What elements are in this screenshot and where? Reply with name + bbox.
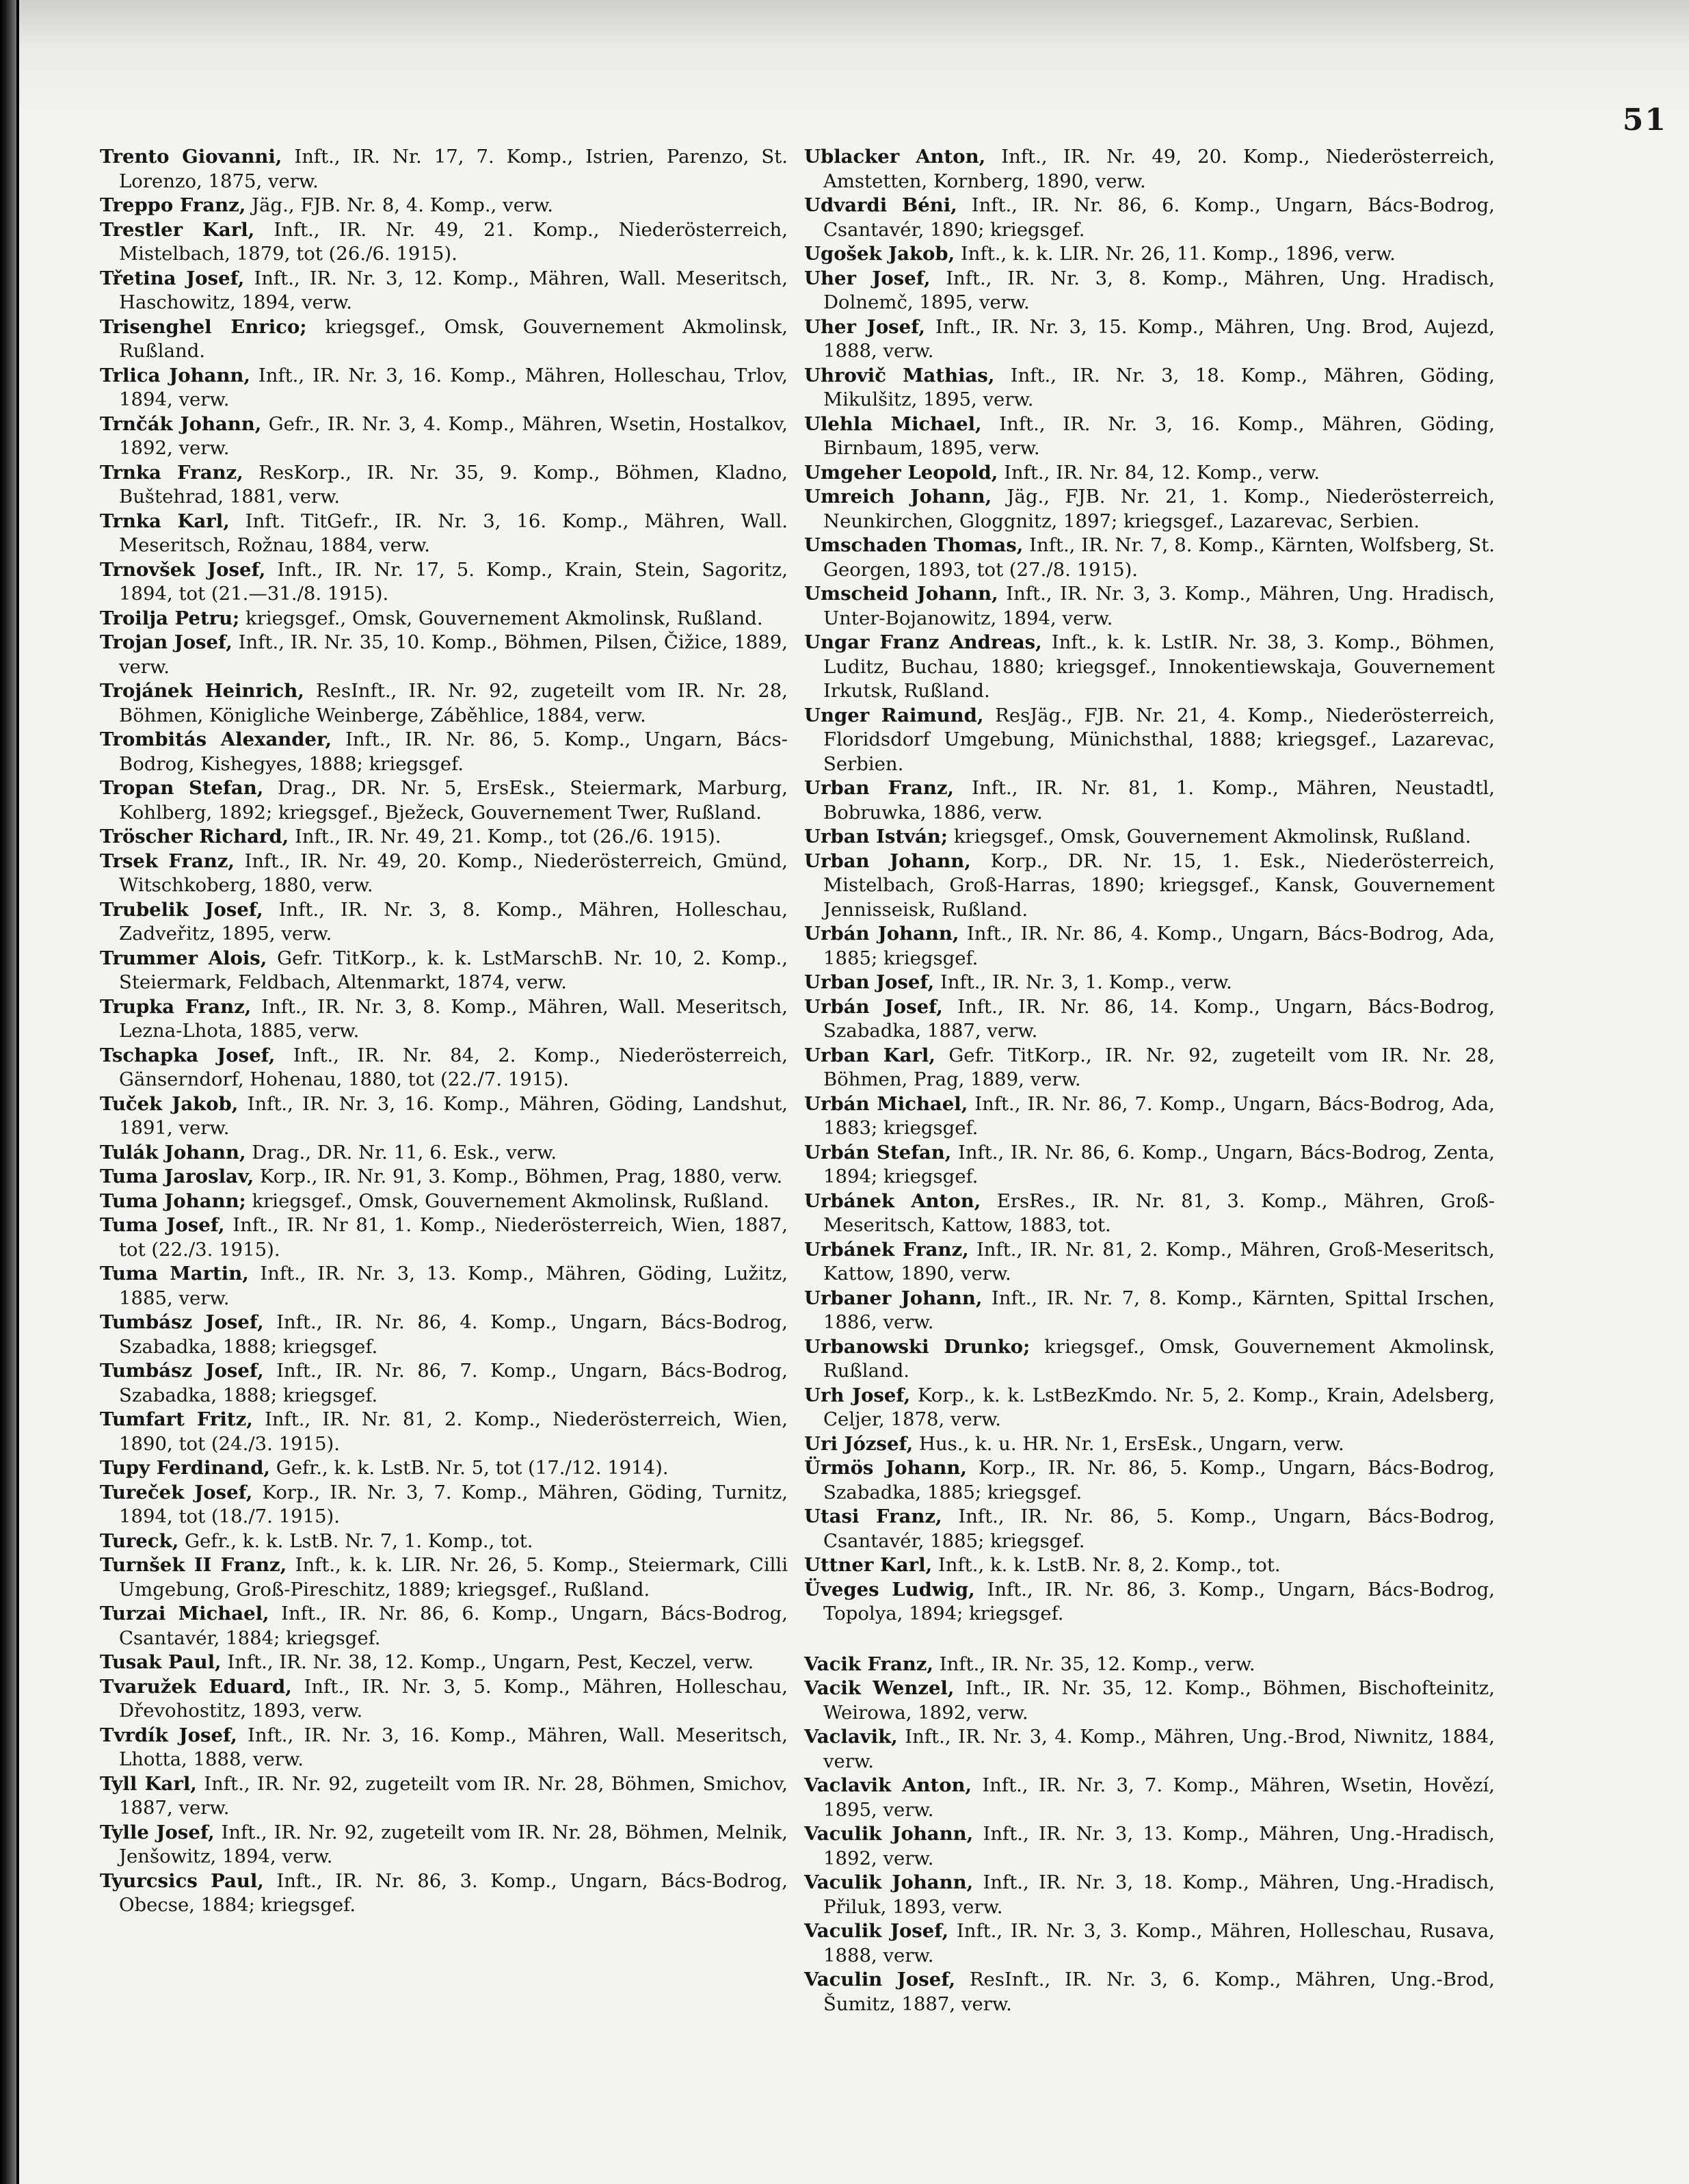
entry-name: Utasi Franz,: [804, 1505, 942, 1527]
casualty-entry: [100, 728, 788, 776]
entry-name: Tuma Johann;: [100, 1189, 246, 1212]
casualty-entry: [100, 218, 788, 267]
entry-details: Inft., IR. Nr. 86, 14. Komp., Ungarn, Bács-Bodrog, Szabadka, 1887, verw.: [823, 995, 1495, 1042]
entry-name: Uttner Karl,: [804, 1554, 933, 1576]
casualty-entry: [804, 364, 1495, 412]
casualty-entry: [100, 1141, 788, 1166]
page-number: 51: [1622, 103, 1667, 137]
entry-name: Treppo Franz,: [100, 194, 246, 216]
entry-details: Inft., IR. Nr. 3, 16. Komp., Mähren, Holleschau, Trlov, 1894, verw.: [119, 364, 788, 410]
casualty-entry: [804, 412, 1495, 461]
entry-name: Tyurcsics Paul,: [100, 1869, 264, 1892]
entry-details: Inft., IR. Nr. 86, 6. Komp., Ungarn, Bács-Bodrog, Csantavér, 1890; kriegsgef.: [823, 194, 1495, 241]
entry-name: Umscheid Johann,: [804, 583, 998, 605]
entry-details: Inft. TitGefr., IR. Nr. 3, 16. Komp., Mähren, Wall. Meseritsch, Rožnau, 1884, verw.: [119, 510, 788, 556]
entry-details: Inft., IR. Nr. 81, 2. Komp., Niederösterreich, Wien, 1890, tot (24./3. 1915).: [119, 1408, 788, 1455]
entry-name: Urban Karl,: [804, 1044, 935, 1066]
entry-details: Inft., IR. Nr. 81, 2. Komp., Mähren, Groß-Meseritsch, Kattow, 1890, verw.: [823, 1238, 1495, 1285]
entry-name: Trnčák Johann,: [100, 412, 262, 435]
entry-details: Inft., IR. Nr. 17, 5. Komp., Krain, Stein, Sagoritz, 1894, tot (21.—31./8. 1915).: [119, 558, 788, 605]
entry-name: Trojánek Heinrich,: [100, 680, 304, 702]
entry-name: Uhrovič Mathias,: [804, 364, 995, 386]
entry-name: Turnšek II Franz,: [100, 1554, 287, 1576]
entry-name: Tureček Josef,: [100, 1481, 253, 1503]
casualty-entry: [804, 1653, 1495, 1677]
entry-name: Trummer Alois,: [100, 947, 267, 969]
entry-name: Tusak Paul,: [100, 1651, 222, 1673]
entry-name: Tupy Ferdinand,: [100, 1457, 271, 1479]
casualty-entry: [804, 315, 1495, 364]
casualty-entry: [804, 995, 1495, 1044]
entry-details: Gefr. TitKorp., k. k. LstMarschB. Nr. 10, 2. Komp., Steiermark, Feldbach, Altenmarkt, 1874, verw.: [119, 947, 788, 993]
entry-name: Urbaner Johann,: [804, 1287, 983, 1309]
entry-details: Inft., IR. Nr. 35, 12. Komp., Böhmen, Bischofteinitz, Weirowa, 1892, verw.: [823, 1677, 1495, 1724]
entry-name: Tuček Jakob,: [100, 1092, 239, 1115]
entry-name: Tyll Karl,: [100, 1772, 197, 1795]
casualty-entry: [100, 364, 788, 412]
entry-details: Inft., k. k. LIR. Nr. 26, 5. Komp., Steiermark, Cilli Umgebung, Groß-Pireschitz, 1889; kriegsgef., Rußland.: [119, 1554, 788, 1601]
entry-details: ResKorp., IR. Nr. 35, 9. Komp., Böhmen, Kladno, Buštehrad, 1881, verw.: [119, 461, 788, 508]
entry-details: Inft., IR. Nr. 3, 16. Komp., Mähren, Wall. Meseritsch, Lhotta, 1888, verw.: [119, 1724, 788, 1770]
casualty-entry: [804, 850, 1495, 923]
right-column: [804, 145, 1495, 2016]
entry-details: Inft., IR. Nr. 86, 3. Komp., Ungarn, Bács-Bodrog, Obecse, 1884; kriegsgef.: [119, 1869, 788, 1916]
entry-details: Inft., IR. Nr. 38, 12. Komp., Ungarn, Pest, Keczel, verw.: [221, 1651, 754, 1673]
entry-details: Korp., k. k. LstBezKmdo. Nr. 5, 2. Komp., Krain, Adelsberg, Celjer, 1878, verw.: [823, 1384, 1495, 1430]
entry-details: Inft., IR. Nr. 3, 1. Komp., verw.: [934, 971, 1232, 993]
entry-details: Inft., IR. Nr. 92, zugeteilt vom IR. Nr. 28, Böhmen, Melnik, Jenšowitz, 1894, verw.: [119, 1821, 788, 1867]
entry-name: Trnovšek Josef,: [100, 558, 266, 581]
entry-name: Trnka Karl,: [100, 510, 230, 532]
entry-details: Inft., IR. Nr. 49, 20. Komp., Niederösterreich, Gmünd, Witschkoberg, 1880, verw.: [119, 850, 788, 896]
left-column: [100, 145, 788, 1918]
entry-details: kriegsgef., Omsk, Gouvernement Akmolinsk, Rußland.: [239, 607, 763, 629]
casualty-entry: [804, 1919, 1495, 1968]
entry-details: Korp., IR. Nr. 3, 7. Komp., Mähren, Göding, Turnitz, 1894, tot (18./7. 1915).: [119, 1481, 788, 1527]
entry-details: Inft., IR. Nr. 86, 7. Komp., Ungarn, Bács-Bodrog, Ada, 1883; kriegsgef.: [823, 1092, 1495, 1139]
casualty-entry: [804, 1676, 1495, 1725]
entry-details: Inft., IR. Nr. 3, 18. Komp., Mähren, Ung.-Hradisch, Přiluk, 1893, verw.: [823, 1871, 1495, 1918]
entry-details: Inft., IR. Nr. 49, 20. Komp., Niederösterreich, Amstetten, Kornberg, 1890, verw.: [823, 146, 1495, 192]
entry-name: Vacik Franz,: [804, 1653, 933, 1675]
casualty-entry: [100, 1724, 788, 1772]
entry-details: Inft., IR. Nr. 86, 4. Komp., Ungarn, Bács-Bodrog, Szabadka, 1888; kriegsgef.: [119, 1311, 788, 1358]
entry-name: Troilja Petru;: [100, 607, 240, 629]
entry-name: Trisenghel Enrico;: [100, 315, 307, 338]
casualty-entry: [100, 1262, 788, 1311]
entry-name: Vaculik Josef,: [804, 1920, 949, 1942]
entry-details: Inft., IR. Nr. 3, 13. Komp., Mähren, Ung.-Hradisch, 1892, verw.: [823, 1823, 1495, 1869]
entry-name: Urbanowski Drunko;: [804, 1335, 1030, 1358]
casualty-entry: [100, 510, 788, 558]
entry-name: Vacik Wenzel,: [804, 1677, 955, 1699]
entry-name: Tuma Jaroslav,: [100, 1166, 254, 1187]
entry-name: Urban István;: [804, 826, 948, 847]
entry-name: Üveges Ludwig,: [804, 1578, 975, 1601]
casualty-entry: [804, 1287, 1495, 1335]
entry-name: Udvardi Béni,: [804, 194, 957, 216]
entry-details: Inft., IR. Nr. 86, 7. Komp., Ungarn, Bács-Bodrog, Szabadka, 1888; kriegsgef.: [119, 1360, 788, 1406]
entry-name: Uher Josef,: [804, 267, 931, 289]
casualty-entry: [100, 145, 788, 194]
entry-name: Urbán Johann,: [804, 923, 959, 945]
entry-details: Inft., IR. Nr. 3, 15. Komp., Mähren, Ung. Brod, Aujezd, 1888, verw.: [823, 315, 1495, 362]
entry-details: Inft., IR. Nr. 35, 12. Komp., verw.: [933, 1653, 1255, 1675]
casualty-entry: [804, 1725, 1495, 1774]
entry-details: Inft., IR. Nr. 86, 6. Komp., Ungarn, Bács-Bodrog, Zenta, 1894; kriegsgef.: [823, 1141, 1495, 1187]
entry-details: Drag., DR. Nr. 5, ErsEsk., Steiermark, Marburg, Kohlberg, 1892; kriegsgef., Bježeck, Gouvernement Twer, Rußland.: [119, 777, 788, 824]
casualty-entry: [100, 1602, 788, 1650]
entry-details: kriegsgef., Omsk, Gouvernement Akmolinsk, Rußland.: [823, 1335, 1495, 1382]
entry-details: Inft., IR. Nr. 3, 4. Komp., Mähren, Ung.-Brod, Niwnitz, 1884, verw.: [823, 1726, 1495, 1772]
entry-details: Gefr., k. k. LstB. Nr. 5, tot (17./12. 1914).: [270, 1457, 669, 1479]
casualty-entry: [100, 607, 788, 631]
entry-details: Gefr., IR. Nr. 3, 4. Komp., Mähren, Wsetin, Hostalkov, 1892, verw.: [119, 412, 788, 459]
entry-name: Vaclavik,: [804, 1726, 898, 1748]
entry-details: Drag., DR. Nr. 11, 6. Esk., verw.: [245, 1141, 557, 1163]
casualty-entry: [804, 1044, 1495, 1092]
entry-details: Jäg., FJB. Nr. 8, 4. Komp., verw.: [245, 194, 554, 216]
casualty-entry: [804, 1456, 1495, 1505]
casualty-entry: [804, 704, 1495, 777]
entry-name: Trento Giovanni,: [100, 146, 282, 168]
casualty-entry: [100, 898, 788, 947]
entry-details: Inft., IR. Nr. 3, 16. Komp., Mähren, Göding, Birnbaum, 1895, verw.: [823, 412, 1495, 459]
entry-name: Turzai Michael,: [100, 1603, 269, 1624]
entry-details: Gefr., k. k. LstB. Nr. 7, 1. Komp., tot.: [178, 1529, 533, 1552]
entry-name: Tvaružek Eduard,: [100, 1675, 292, 1698]
scan-edge: [0, 0, 16, 2184]
entry-details: kriegsgef., Omsk, Gouvernement Akmolinsk, Rußland.: [245, 1189, 770, 1212]
entry-details: Hus., k. u. HR. Nr. 1, ErsEsk., Ungarn, verw.: [913, 1432, 1344, 1455]
entry-details: Inft., IR. Nr. 3, 3. Komp., Mähren, Ung. Hradisch, Unter-Bojanowitz, 1894, verw.: [823, 583, 1495, 629]
entry-name: Trnka Franz,: [100, 461, 243, 484]
entry-name: Trojan Josef,: [100, 631, 232, 653]
entry-details: Inft., IR. Nr. 86, 3. Komp., Ungarn, Bács-Bodrog, Topolya, 1894; kriegsgef.: [823, 1578, 1495, 1624]
entry-name: Ungar Franz Andreas,: [804, 631, 1042, 653]
casualty-entry: [100, 776, 788, 825]
entry-details: Inft., IR. Nr. 86, 5. Komp., Ungarn, Bács-Bodrog, Csantavér, 1885; kriegsgef.: [823, 1505, 1495, 1552]
entry-details: Inft., k. k. LIR. Nr. 26, 11. Komp., 1896, verw.: [955, 243, 1396, 265]
entry-name: Tumbász Josef,: [100, 1360, 264, 1382]
entry-name: Trupka Franz,: [100, 995, 252, 1018]
entry-name: Tuma Martin,: [100, 1263, 249, 1285]
entry-details: Inft., IR. Nr. 3, 12. Komp., Mähren, Wall. Meseritsch, Haschowitz, 1894, verw.: [119, 267, 788, 313]
entry-details: Inft., IR. Nr. 35, 10. Komp., Böhmen, Pilsen, Čižice, 1889, verw.: [119, 631, 788, 678]
document-page: [19, 0, 1689, 2184]
entry-name: Unger Raimund,: [804, 704, 984, 726]
entry-name: Trsek Franz,: [100, 850, 235, 872]
entry-details: Gefr. TitKorp., IR. Nr. 92, zugeteilt vom IR. Nr. 28, Böhmen, Prag, 1889, verw.: [823, 1044, 1495, 1090]
entry-details: kriegsgef., Omsk, Gouvernement Akmolinsk, Rußland.: [948, 826, 1472, 847]
entry-name: Tumbász Josef,: [100, 1311, 264, 1333]
entry-name: Urbán Josef,: [804, 995, 943, 1018]
casualty-entry: [804, 1505, 1495, 1553]
casualty-entry: [100, 1821, 788, 1869]
casualty-entry: [100, 1456, 788, 1481]
entry-details: Inft., IR. Nr. 7, 8. Komp., Kärnten, Spittal Irschen, 1886, verw.: [823, 1287, 1495, 1333]
casualty-entry: [804, 242, 1495, 267]
entry-details: Inft., IR. Nr. 17, 7. Komp., Istrien, Parenzo, St. Lorenzo, 1875, verw.: [119, 146, 788, 192]
entry-details: ResJäg., FJB. Nr. 21, 4. Komp., Niederösterreich, Floridsdorf Umgebung, Münichsthal, 1888; kriegsgef., Lazarevac, Serbien.: [823, 704, 1495, 775]
entry-details: Inft., IR. Nr. 86, 4. Komp., Ungarn, Bács-Bodrog, Ada, 1885; kriegsgef.: [823, 923, 1495, 969]
entry-details: Inft., IR. Nr. 3, 8. Komp., Mähren, Wall. Meseritsch, Lezna-Lhota, 1885, verw.: [119, 995, 788, 1042]
entry-name: Tropan Stefan,: [100, 777, 264, 799]
casualty-entry: [804, 461, 1495, 486]
casualty-entry: [804, 1189, 1495, 1238]
casualty-entry: [100, 1529, 788, 1554]
entry-name: Tylle Josef,: [100, 1821, 215, 1843]
entry-name: Urban Franz,: [804, 777, 955, 799]
casualty-entry: [804, 1968, 1495, 2016]
entry-name: Urbán Michael,: [804, 1092, 968, 1115]
casualty-entry: [100, 679, 788, 728]
casualty-entry: [804, 582, 1495, 631]
entry-name: Třetina Josef,: [100, 267, 245, 289]
entry-details: Inft., IR. Nr. 84, 12. Komp., verw.: [998, 461, 1320, 484]
entry-name: Ürmös Johann,: [804, 1457, 967, 1479]
casualty-entry: [100, 850, 788, 898]
entry-name: Trestler Karl,: [100, 218, 255, 241]
entry-name: Ugošek Jakob,: [804, 243, 955, 265]
entry-details: Korp., IR. Nr. 86, 5. Komp., Ungarn, Bács-Bodrog, Szabadka, 1885; kriegsgef.: [823, 1457, 1495, 1503]
entry-name: Vaculik Johann,: [804, 1823, 974, 1845]
casualty-entry: [100, 1213, 788, 1262]
casualty-entry: [100, 1408, 788, 1456]
entry-name: Tvrdík Josef,: [100, 1724, 237, 1746]
casualty-entry: [100, 1359, 788, 1408]
casualty-entry: [804, 1774, 1495, 1822]
casualty-entry: [804, 776, 1495, 825]
entry-name: Ublacker Anton,: [804, 146, 986, 168]
casualty-entry: [100, 1189, 788, 1214]
entry-name: Umgeher Leopold,: [804, 461, 998, 484]
casualty-entry: [100, 1650, 788, 1675]
casualty-entry: [804, 971, 1495, 995]
entry-details: Inft., IR. Nr. 3, 16. Komp., Mähren, Göding, Landshut, 1891, verw.: [119, 1092, 788, 1139]
entry-name: Trubelik Josef,: [100, 898, 263, 921]
casualty-entry: [804, 534, 1495, 582]
entry-details: Korp., DR. Nr. 15, 1. Esk., Niederösterreich, Mistelbach, Groß-Harras, 1890; kriegsgef., Kansk, Gouvernement Jennisseisk, Rußland.: [823, 850, 1495, 921]
entry-details: Inft., IR. Nr. 3, 3. Komp., Mähren, Holleschau, Rusava, 1888, verw.: [823, 1920, 1495, 1966]
casualty-entry: [804, 1871, 1495, 1919]
entry-details: ResInft., IR. Nr. 3, 6. Komp., Mähren, Ung.-Brod, Šumitz, 1887, verw.: [823, 1969, 1495, 2015]
casualty-entry: [100, 1165, 788, 1189]
section-gap: [804, 1627, 1495, 1653]
entry-details: Inft., IR. Nr 81, 1. Komp., Niederösterreich, Wien, 1887, tot (22./3. 1915).: [119, 1214, 788, 1261]
entry-details: Jäg., FJB. Nr. 21, 1. Komp., Niederösterreich, Neunkirchen, Gloggnitz, 1897; kriegsgef., Lazarevac, Serbien.: [823, 486, 1495, 532]
entry-details: Inft., IR. Nr. 7, 8. Komp., Kärnten, Wolfsberg, St. Georgen, 1893, tot (27./8. 1915).: [823, 534, 1495, 581]
entry-details: kriegsgef., Omsk, Gouvernement Akmolinsk, Rußland.: [119, 315, 788, 362]
entry-details: ResInft., IR. Nr. 92, zugeteilt vom IR. Nr. 28, Böhmen, Königliche Weinberge, Záběhlice, 1884, verw.: [119, 680, 788, 726]
casualty-entry: [100, 1311, 788, 1359]
casualty-entry: [100, 1869, 788, 1918]
casualty-entry: [804, 1238, 1495, 1287]
casualty-entry: [804, 1092, 1495, 1141]
casualty-entry: [100, 1553, 788, 1602]
entry-details: Inft., IR. Nr. 86, 6. Komp., Ungarn, Bács-Bodrog, Csantavér, 1884; kriegsgef.: [119, 1603, 788, 1649]
entry-details: Inft., IR. Nr. 3, 13. Komp., Mähren, Göding, Lužitz, 1885, verw.: [119, 1263, 788, 1309]
entry-details: Inft., IR. Nr. 49, 21. Komp., Niederösterreich, Mistelbach, 1879, tot (26./6. 1915).: [119, 218, 788, 265]
entry-name: Tröscher Richard,: [100, 826, 289, 847]
entry-details: Inft., IR. Nr. 3, 18. Komp., Mähren, Göding, Mikulšitz, 1895, verw.: [823, 364, 1495, 410]
casualty-entry: [100, 631, 788, 679]
entry-name: Uher Josef,: [804, 315, 925, 338]
entry-name: Urban Johann,: [804, 850, 971, 872]
entry-details: Inft., IR. Nr. 49, 21. Komp., tot (26./6. 1915).: [289, 826, 721, 847]
casualty-entry: [804, 1335, 1495, 1384]
entry-name: Urh Josef,: [804, 1384, 911, 1406]
entry-details: Inft., k. k. LstB. Nr. 8, 2. Komp., tot.: [932, 1554, 1281, 1576]
entry-details: Inft., IR. Nr. 84, 2. Komp., Niederösterreich, Gänserndorf, Hohenau, 1880, tot (22./7. 1915).: [119, 1044, 788, 1090]
entry-details: Inft., IR. Nr. 81, 1. Komp., Mähren, Neustadtl, Bobruwka, 1886, verw.: [823, 777, 1495, 824]
entry-name: Uri József,: [804, 1432, 914, 1455]
casualty-entry: [804, 267, 1495, 315]
entry-name: Tuma Josef,: [100, 1214, 225, 1236]
entry-details: Inft., IR. Nr. 3, 8. Komp., Mähren, Holleschau, Zadveřitz, 1895, verw.: [119, 898, 788, 945]
entry-details: Korp., IR. Nr. 91, 3. Komp., Böhmen, Prag, 1880, verw.: [254, 1166, 783, 1187]
entry-details: Inft., IR. Nr. 3, 7. Komp., Mähren, Wsetin, Hovězí, 1895, verw.: [823, 1774, 1495, 1821]
entry-details: ErsRes., IR. Nr. 81, 3. Komp., Mähren, Groß-Meseritsch, Kattow, 1883, tot.: [823, 1189, 1495, 1236]
entry-details: Inft., IR. Nr. 86, 5. Komp., Ungarn, Bács-Bodrog, Kishegyes, 1888; kriegsgef.: [119, 728, 788, 775]
entry-name: Umschaden Thomas,: [804, 534, 1024, 556]
casualty-entry: [804, 631, 1495, 704]
entry-name: Tureck,: [100, 1529, 179, 1552]
casualty-entry: [804, 194, 1495, 242]
casualty-entry: [804, 1578, 1495, 1627]
casualty-entry: [100, 947, 788, 995]
entry-name: Tumfart Fritz,: [100, 1408, 253, 1430]
entry-name: Urbánek Franz,: [804, 1238, 969, 1261]
entry-name: Vaculin Josef,: [804, 1969, 956, 1990]
casualty-entry: [100, 267, 788, 315]
entry-name: Vaculik Johann,: [804, 1871, 974, 1893]
casualty-entry: [804, 1141, 1495, 1189]
entry-name: Urbán Stefan,: [804, 1141, 952, 1163]
casualty-entry: [100, 315, 788, 364]
casualty-entry: [100, 1044, 788, 1092]
entry-name: Urban Josef,: [804, 971, 935, 993]
entry-details: Inft., IR. Nr. 3, 8. Komp., Mähren, Ung. Hradisch, Dolnemč, 1895, verw.: [823, 267, 1495, 313]
casualty-entry: [804, 485, 1495, 534]
casualty-entry: [804, 825, 1495, 850]
casualty-entry: [804, 1822, 1495, 1871]
entry-name: Urbánek Anton,: [804, 1189, 981, 1212]
casualty-entry: [100, 1092, 788, 1141]
casualty-entry: [804, 922, 1495, 971]
entry-details: Inft., IR. Nr. 92, zugeteilt vom IR. Nr. 28, Böhmen, Smichov, 1887, verw.: [119, 1772, 788, 1819]
casualty-entry: [100, 461, 788, 510]
entry-name: Ulehla Michael,: [804, 412, 982, 435]
entry-name: Tulák Johann,: [100, 1141, 246, 1163]
casualty-entry: [804, 1384, 1495, 1432]
entry-name: Tschapka Josef,: [100, 1044, 276, 1066]
casualty-entry: [100, 1481, 788, 1529]
entry-details: Inft., IR. Nr. 3, 5. Komp., Mähren, Holleschau, Dřevohostitz, 1893, verw.: [119, 1675, 788, 1722]
casualty-entry: [100, 412, 788, 461]
casualty-entry: [100, 1772, 788, 1821]
entry-name: Trlica Johann,: [100, 364, 250, 386]
casualty-entry: [100, 1675, 788, 1724]
casualty-entry: [100, 825, 788, 850]
casualty-entry: [804, 145, 1495, 194]
entry-name: Trombitás Alexander,: [100, 728, 332, 750]
casualty-entry: [804, 1553, 1495, 1578]
casualty-entry: [804, 1432, 1495, 1457]
casualty-entry: [100, 558, 788, 607]
entry-name: Umreich Johann,: [804, 486, 992, 508]
casualty-entry: [100, 194, 788, 218]
entry-name: Vaclavik Anton,: [804, 1774, 972, 1796]
casualty-entry: [100, 995, 788, 1044]
entry-details: Inft., k. k. LstIR. Nr. 38, 3. Komp., Böhmen, Luditz, Buchau, 1880; kriegsgef., Innokentiewskaja, Gouvernement Irkutsk, Rußland.: [823, 631, 1495, 702]
